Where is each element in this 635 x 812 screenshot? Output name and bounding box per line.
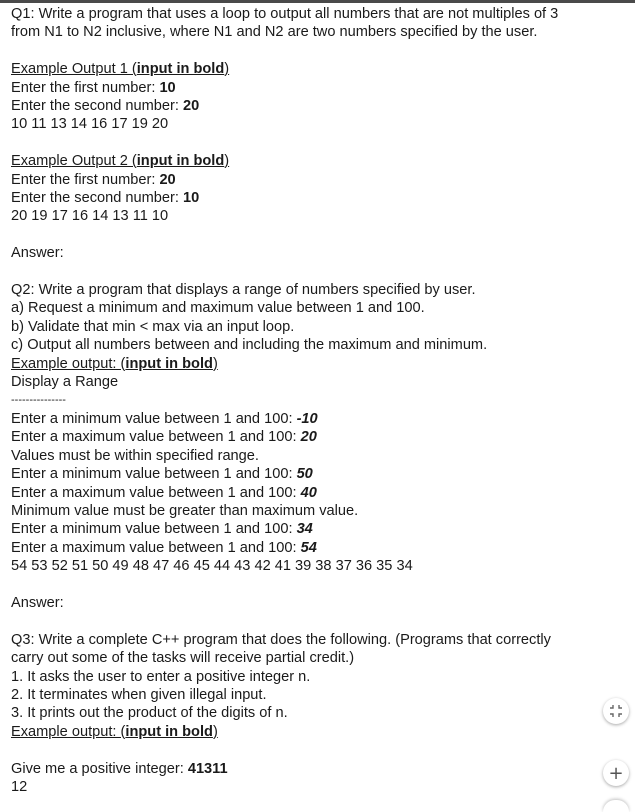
q2-run2-max: Enter a maximum value between 1 and 100: 40 <box>11 484 317 501</box>
q1-example2-prompt1: Enter the first number: 20 <box>11 171 176 188</box>
q2-display-title: Display a Range <box>11 374 119 391</box>
q1-title-line-1: Q1: Write a program that uses a loop to output all numbers that are not multiples of 3 <box>11 6 559 22</box>
q2-answer-label: Answer: <box>11 594 64 611</box>
q3-title-line-1: Q3: Write a complete C++ program that does the following. (Programs that correctly <box>11 631 551 648</box>
q3-item-3: 3. It prints out the product of the digits of n. <box>11 705 288 722</box>
q2-item-b: b) Validate that min < max via an input loop. <box>11 318 295 335</box>
q1-example1-output: 10 11 13 14 16 17 19 20 <box>11 116 169 133</box>
q2-run1-max: Enter a maximum value between 1 and 100: 20 <box>11 429 317 446</box>
fit-to-page-icon <box>609 704 623 718</box>
spacer <box>11 741 623 759</box>
q2-run2-min: Enter a minimum value between 1 and 100: 50 <box>11 466 313 483</box>
fit-page-button[interactable] <box>603 698 629 724</box>
q2-item-c: c) Output all numbers between and including the maximum and minimum. <box>11 337 488 354</box>
q2-output: 54 53 52 51 50 49 48 47 46 45 44 43 42 41 39 38 37 36 35 34 <box>11 558 413 575</box>
spacer <box>11 226 623 244</box>
top-border-bar <box>0 0 635 3</box>
q2-title: Q2: Write a program that displays a range of numbers specified by user. <box>11 282 476 299</box>
q3-title-line-2: carry out some of the tasks will receive partial credit.) <box>11 650 355 667</box>
q1-title-line-2: from N1 to N2 inclusive, where N1 and N2 are two numbers specified by the user. <box>11 24 538 41</box>
zoom-out-button[interactable] <box>603 800 629 812</box>
q3-item-1: 1. It asks the user to enter a positive integer n. <box>11 668 311 685</box>
zoom-in-button[interactable] <box>603 760 629 786</box>
q2-item-a: a) Request a minimum and maximum value between 1 and 100. <box>11 300 425 317</box>
q1-example1-prompt2: Enter the second number: 20 <box>11 98 200 115</box>
q2-run3-max: Enter a maximum value between 1 and 100: 54 <box>11 539 317 556</box>
q3-prompt: Give me a positive integer: 41311 <box>11 760 228 777</box>
spacer <box>11 263 623 281</box>
zoom-in-icon: + <box>608 762 624 784</box>
q3-example-heading: Example output: (input in bold) <box>11 723 218 740</box>
q1-example1-prompt1: Enter the first number: 10 <box>11 79 176 96</box>
q1-example2-output: 20 19 17 16 14 13 11 10 <box>11 208 169 225</box>
q2-msg-range: Values must be within specified range. <box>11 447 259 464</box>
q1-example2-heading: Example Output 2 (input in bold) <box>11 153 230 170</box>
q2-separator: --------------- <box>11 394 66 407</box>
q2-run3-min: Enter a minimum value between 1 and 100: 34 <box>11 521 313 538</box>
document-body <box>11 5 623 796</box>
q1-answer-label: Answer: <box>11 245 64 262</box>
spacer <box>11 134 623 152</box>
spacer <box>11 612 623 630</box>
spacer <box>11 576 623 594</box>
q2-run1-min: Enter a minimum value between 1 and 100: -10 <box>11 410 318 427</box>
q3-output: 12 <box>11 778 28 795</box>
q1-example1-heading: Example Output 1 (input in bold) <box>11 61 230 78</box>
q3-item-2: 2. It terminates when given illegal input. <box>11 686 267 703</box>
q2-example-heading: Example output: (input in bold) <box>11 355 218 372</box>
q2-msg-greater: Minimum value must be greater than maximum value. <box>11 502 359 519</box>
q1-example2-prompt2: Enter the second number: 10 <box>11 190 200 207</box>
spacer <box>11 42 623 60</box>
